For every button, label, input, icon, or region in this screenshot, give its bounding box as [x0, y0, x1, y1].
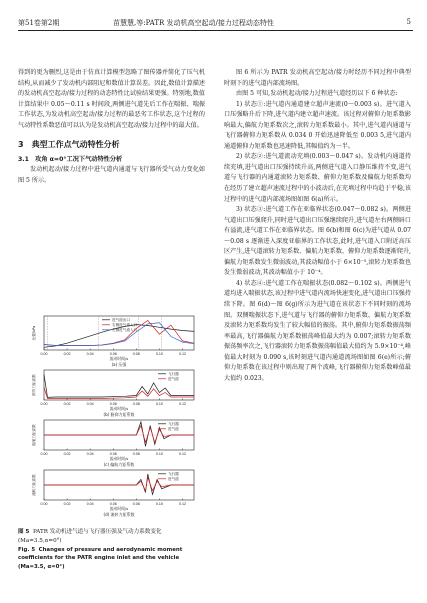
- x-tick-label: 0.04: [86, 402, 94, 406]
- panel-title: (a) 压强: [111, 362, 127, 367]
- x-tick-label: 0.10: [155, 502, 163, 506]
- x-axis-label: 流动时间/s: [109, 456, 129, 461]
- legend-entry: 进气道: [168, 427, 179, 431]
- x-tick-label: 0.10: [155, 352, 163, 356]
- x-tick-label: 0.00: [40, 502, 48, 506]
- paragraph-state-4: 4) 状态④:进气道工作在喘振状态(0.082～0.102 s)。两侧进气道均进入喘振状态,该过程中进气道内流场快速变化,进气道出口压强持续下降。图 6(d)～图 6(g)所示为进气道在该状态下不同时刻的流场图。双侧喘振状态下,进气道与飞行器的俯仰力矩系数、偏航力矩系数及滚转力矩系数均发生了较大幅值的振荡。其中,俯仰力矩系数振荡频率最高,飞行器偏航力矩系数振荡峰值最大约为 0.007;滚转力矩系数振荡频率次之,飞行器滚转力矩系数振荡幅值最大值约为 5.9×10⁻⁴,峰值最大时刻为 0.090 s,该时刻进气道内通道流场图如图 6(e)所示;俯仰力矩系数在该过程中则出现了两个波峰,飞行器俯仰力矩系数峰值最大值约 0.023。: [224, 279, 411, 382]
- x-axis-label: 流动时间/s: [109, 406, 129, 411]
- left-column: [18, 68, 205, 186]
- x-tick-label: 0.06: [109, 352, 117, 356]
- x-tick-label: 0.02: [63, 502, 71, 506]
- x-tick-label: 0.02: [63, 352, 71, 356]
- y-axis-label: 压强/kPa: [32, 325, 36, 341]
- x-tick-label: 0.08: [132, 402, 140, 406]
- x-tick-label: 0.00: [40, 452, 48, 456]
- legend-entry: 飞行器: [168, 422, 179, 426]
- x-tick-label: 0.00: [40, 402, 48, 406]
- paragraph-intro: 得到的更为删烈,这是由于仿真计算模型忽略了图传器并简化了压气机结构,从而减少了发动机内部阻尼和数值计算误差。因此,数值计算描述的发动机高空起动/接力过程的动态特性比试验结果更强。特别地,数值计算结果中 0.05～0.11 s 时间段,两侧进气道先后工作在喘振、喘振工作状态,为发动机高空起动/接力过程的最恶劣工作状态,这个过程的气动特性系数恶值可以认为是发动机高空起动/接力过程中的最大值。: [18, 69, 205, 129]
- subsection-heading: 3.1 攻角 α=0°工况下气动特性分析: [18, 156, 123, 164]
- running-title: 苗慧慧,等:PATR 发动机高空起动/接力过程动态特性: [113, 19, 274, 27]
- x-tick-label: 0.06: [109, 402, 117, 406]
- section-heading: 3 典型工作点气动特性分析: [18, 140, 120, 150]
- paragraph-fig6: 图 6 所示为 PATR 发动机高空起动/接力时经历不同过程中典型时刻下的进气道内部流场图。: [224, 69, 411, 87]
- page-header: [18, 16, 413, 31]
- y-axis-label: 俯仰力矩系数: [32, 374, 36, 396]
- legend-entry: 飞行器: [168, 472, 179, 476]
- x-tick-label: 0.12: [178, 402, 186, 406]
- x-tick-label: 0.06: [109, 502, 117, 506]
- x-tick-label: 0.04: [86, 352, 94, 356]
- caption-label: 图 5: [18, 529, 30, 535]
- x-tick-label: 0.02: [63, 452, 71, 456]
- x-tick-label: 0.00: [40, 352, 48, 356]
- figure-caption: [18, 528, 205, 572]
- figure-5: [18, 312, 205, 572]
- x-tick-label: 0.08: [132, 452, 140, 456]
- x-tick-label: 0.04: [86, 452, 94, 456]
- paragraph-state-2: 2) 状态②:进气道流动充填(0.003～0.047 s)。发动机内通道持续充填,进气道出口压强持续升高,两侧进气道入口静压维持不变,进气道与飞行器的内通道滚转力矩系数、俯仰力矩系数及偏航力矩系数均在经历了建立超声速流过程中的小波动后,在充填过程中均趋于平稳,该过程中的进气道内部流场图如图 6(a)所示。: [224, 153, 411, 203]
- caption-zh: PATR 发动机进气道与飞行器压强及气动力系数变化 (Ma=3.5,α=0°): [18, 529, 162, 544]
- x-tick-label: 0.12: [178, 452, 186, 456]
- x-tick-label: 0.12: [178, 352, 186, 356]
- panel-title: (d) 滚转力矩系数: [103, 512, 135, 517]
- x-tick-label: 0.10: [155, 452, 163, 456]
- caption-en-label: Fig. 5: [18, 546, 36, 553]
- x-tick-label: 0.08: [132, 502, 140, 506]
- x-tick-label: 0.12: [178, 502, 186, 506]
- legend-entry: 飞行器: [168, 372, 179, 376]
- figure-5-charts: [18, 312, 205, 524]
- legend-entry: 进气道: [168, 377, 179, 381]
- paragraph-state-3: 3) 状态③:进气道工作在亚临界状态(0.047～0.082 s)。两侧进气道出口压强爬升,同时进气道出口压强继续爬升,进气道左右两侧唇口有溢流,进气道工作在亚临界状态。图 6(b)和图 6(c)为进气道从 0.07～0.08 s 逐渐进入深度亚临界的工作状态,此时,进气道入口附近高压区产生,进气道滚转力矩系数、偏航力矩系数、俯仰力矩系数逐渐爬升,偏航力矩系数发生微弱波动,其波动幅值小于 6×10⁻⁵,滚转力矩系数也发生微弱波动,其波动幅值小于 10⁻⁴。: [224, 206, 411, 277]
- y-axis-label: 滚转力矩系数: [32, 474, 36, 496]
- legend-entry: 进气道: [168, 477, 179, 481]
- x-tick-label: 0.08: [132, 352, 140, 356]
- panel-title: (b) 俯仰力矩系数: [103, 412, 135, 417]
- y-axis-label: 偏航力矩系数: [32, 424, 36, 446]
- x-tick-label: 0.02: [63, 402, 71, 406]
- paragraph-states-intro: 由图 5 可知,发动机起动/接力过程进气道经历以下 6 种状态:: [236, 90, 398, 98]
- x-tick-label: 0.04: [86, 502, 94, 506]
- paragraph-state-1: 1) 状态①:进气道内通道建立超声速流(0～0.003 s)。进气道入口压强略升后下降,进气道内建立超声速流。该过程对俯仰力矩系数影响最大,偏航力矩系数次之,滚转力矩系数最小。其中,进气道内通道与飞行器俯仰力矩系数从 0.034 0 开始迅速降低至 0.003 5,进气道内通道俯仰力矩系数也迅速降低,其幅值约为一半。: [224, 100, 411, 150]
- x-axis-label: 流动时间/s: [109, 356, 129, 361]
- right-column: [224, 68, 411, 384]
- legend-entry: 右侧进气道入口: [112, 323, 138, 327]
- caption-en: Changes of pressure and aerodynamic moment coefficients for the PATR engine inlet and the vehicle (Ma=3.5, α=0°): [18, 546, 183, 571]
- paragraph-fig5-intro: 发动机起动/接力过程中进气道内通道与飞行器所受气动力变化如图 5 所示。: [18, 166, 205, 184]
- x-axis-label: 流动时间/s: [109, 506, 129, 511]
- x-tick-label: 0.10: [155, 402, 163, 406]
- legend-entry: 左侧进气道入口: [112, 328, 138, 332]
- panel-title: (c) 偏航力矩系数: [103, 462, 135, 467]
- x-tick-label: 0.06: [109, 452, 117, 456]
- legend-entry: 进气道出口: [112, 318, 130, 322]
- page-number: 5: [406, 18, 411, 26]
- journal-volume: 第51卷第2期: [18, 19, 60, 27]
